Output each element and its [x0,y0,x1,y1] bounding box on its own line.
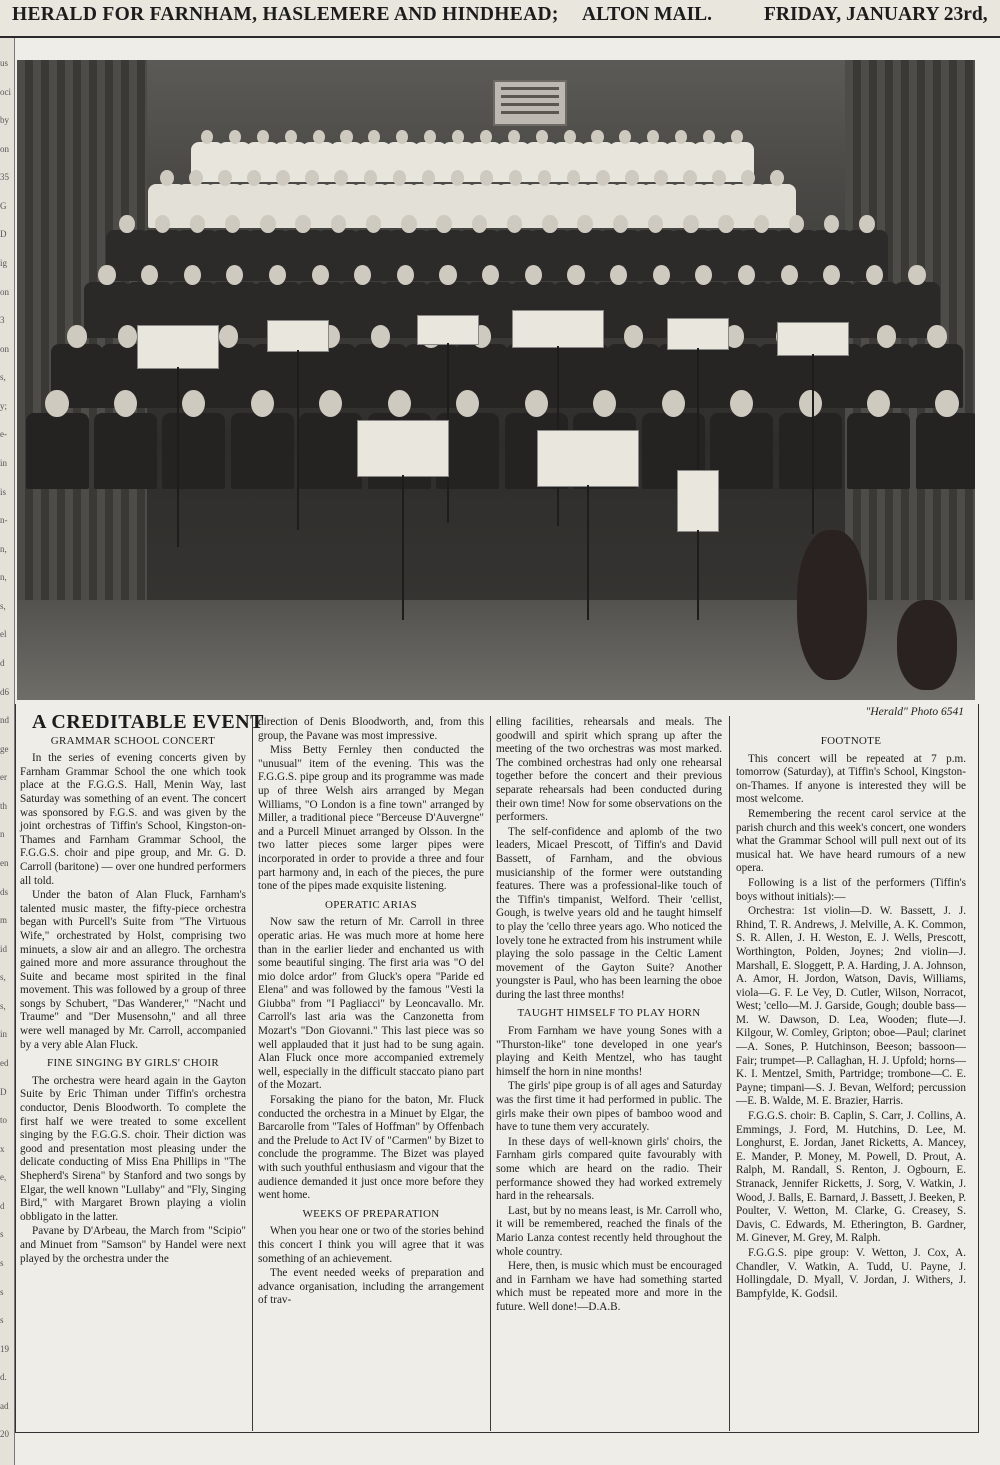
margin-text-fragment: 19 [0,1344,9,1354]
cello-instrument [897,600,957,690]
performer-head [625,170,639,186]
performer-head [184,265,201,285]
margin-text-fragment: n, [0,544,7,554]
article-column-1 [20,711,265,1267]
article-paragraph: The event needed weeks of preparation and advance organisation, including the arrangement of trav- [258,1267,484,1307]
margin-text-fragment: y; [0,401,8,411]
margin-text-fragment: el [0,629,7,639]
article-paragraph: The self-confidence and aplomb of the two leaders, Micael Prescott, of Tiffin's and David Bassett, of Farnham, and the obvious musicianship of the former were outstanding features. There was a professional-like touch of the Tiffin's timpanist, Welford. Their 'cellist, Gough, is twelve years old and he taught himself to play the 'cello three years ago. Who noticed the lovely tone he extracted from his instrument while playing the solo passage in the Celtic Lament movement of the Gayton Suite? Another youngster is Paul, who has been learning the oboe during the last three months! [496,825,722,1001]
article-paragraph: Remembering the recent carol service at the parish church and this week's concert, one wonders what the Grammar School will pull next out of its musical hat. We have heard rumours of a new opera. [736,807,966,875]
article-column-4 [736,735,966,1302]
article-paragraph: F.G.G.S. pipe group: V. Wetton, J. Cox, A. Chandler, V. Watkin, A. Tudd, U. Payne, J. Hollingdale, D. Myall, V. Jordan, J. Withers, J. Bampfylde, K. Godsil. [736,1246,966,1300]
performer-figure [405,344,458,407]
performer-head [160,170,174,186]
performer-head [247,170,261,186]
masthead [0,0,1000,38]
margin-text-fragment: e, [0,1172,7,1182]
performer-head [119,215,134,233]
performer-head [114,390,137,417]
margin-text-fragment: n- [0,515,8,525]
music-stand-pole [587,485,589,620]
performer-head [577,215,592,233]
margin-text-fragment: e- [0,429,7,439]
performer-head [799,390,822,417]
performer-figure [299,413,362,489]
margin-text-fragment: by [0,115,9,125]
performer-head [393,170,407,186]
article-paragraph: Following is a list of the performers (Tiffin's boys without initials):— [736,876,966,903]
section-heading: WEEKS OF PREPARATION [302,1207,440,1220]
music-stand-sheet [137,325,219,369]
margin-text-fragment: n [0,829,5,839]
edition-name: ALTON MAIL. [582,4,713,25]
column-rule [252,716,253,1431]
section-heading: TAUGHT HIMSELF TO PLAY HORN [517,1007,701,1020]
margin-text-fragment: s, [0,372,6,382]
article-paragraph: In these days of well-known girls' choirs, the Farnham girls compared quite favourably with some which are heard on the radio. Their performance showed they had worked extremely hard in the rehearsals. [496,1135,722,1203]
performer-head [654,170,668,186]
margin-text-fragment: s, [0,601,6,611]
margin-text-fragment: s [0,1258,4,1268]
adjacent-column-fragment [0,38,15,1465]
performer-head [340,130,352,144]
performer-head [683,215,698,233]
performer-head [859,215,874,233]
margin-text-fragment: s [0,1315,4,1325]
margin-text-fragment: d [0,658,5,668]
performer-head [564,130,576,144]
performer-head [866,265,883,285]
music-stand-sheet [777,322,849,356]
margin-text-fragment: d. [0,1372,7,1382]
performer-head [45,390,68,417]
margin-text-fragment: 35 [0,172,9,182]
margin-text-fragment: ig [0,258,8,268]
margin-text-fragment: D [0,1087,7,1097]
performer-head [251,390,274,417]
performer-head [927,325,946,348]
performer-head [908,265,925,285]
performer-head [371,325,390,348]
performer-head [260,215,275,233]
margin-text-fragment: er [0,772,7,782]
performer-head [439,265,456,285]
performer-figure [847,413,910,489]
performer-head [613,215,628,233]
article-paragraph: In the series of evening concerts given by Farnham Grammar School the one which took place at the F.G.G.S. Hall, Menin Way, last Saturday was something of an event. The concert was sponsored by F.G.S. and was given by the joint orchestras of Tiffin's School, Kingston-on-Thames and Farnham Grammar School, the F.G.G.S. choir and pipe group, and Mr. G. D. Carroll (baritone) — over one hundred performers all told. [20,752,246,887]
margin-text-fragment: ds [0,887,9,897]
margin-text-fragment: 20 [0,1429,9,1439]
article-paragraph: elling facilities, rehearsals and meals. The goodwill and spirit which sprang up after the meeting of the two orchestras was most marked. The combined orchestras had only one rehearsal together before the concert and their previous separate rehearsals had been conducted during their own time! Now for some observations on the performers. [496,716,722,824]
music-stand-sheet [677,470,719,532]
performer-head [67,325,86,348]
performer-figure [162,413,225,489]
section-heading: OPERATIC ARIAS [325,898,417,911]
performer-head [754,215,769,233]
performer-head [683,170,697,186]
column-rule [490,716,491,1431]
paragraph-group [20,752,246,1052]
article-paragraph: Last, but by no means least, is Mr. Carroll who, it will be remembered, reached the finals of the Mario Lanza contest recently held throughout the whole country. [496,1204,722,1258]
article-column-2 [258,716,484,1309]
margin-text-fragment: on [0,344,9,354]
performer-head [591,130,603,144]
margin-text-fragment: us [0,58,9,68]
margin-text-fragment: D [0,229,7,239]
performer-head [436,215,451,233]
performer-head [295,215,310,233]
paragraph-group [736,753,966,1302]
performer-head [118,325,137,348]
paper-title: HERALD FOR FARNHAM, HASLEMERE AND HINDHEAD; [12,4,559,25]
performer-head [364,170,378,186]
wall-plaque [493,80,567,126]
article-paragraph: Forsaking the piano for the baton, Mr. Fluck conducted the orchestra in a Minuet by Elgar, the Barcarolle from "Tales of Hoffman" by Offenbach and the Prelude to Act IV of "Carmen" by Bizet to conclude the programme. The Bizet was played with such youthful enthusiasm and vigour that the audience demanded it just once more before they went home. [258,1094,484,1202]
music-stand-pole [177,367,179,547]
margin-text-fragment: n, [0,572,7,582]
margin-text-fragment: in [0,1029,8,1039]
paragraph-group [258,1225,484,1308]
performer-head [257,130,269,144]
performer-head [312,265,329,285]
performer-head [567,265,584,285]
article-paragraph: When you hear one or two of the stories behind this concert I think you will agree that it was something of an achievement. [258,1225,484,1265]
margin-text-fragment: ed [0,1058,9,1068]
paragraph-group [496,716,722,1002]
paragraph-group [258,716,484,894]
margin-text-fragment: to [0,1115,8,1125]
article-paragraph: Now saw the return of Mr. Carroll in three operatic arias. He was much more at home here than in the earlier lieder and enchanted us with some beautiful singing. The first aria was "O del mio dolce ardor" from Gluck's opera "Paride ed Elena" and was followed by the famous "Vesti la Giubba" from "I Pagliacci" by Leoncavallo. Mr. Carroll's last aria was the Canzonetta from Mozart's "Don Giovanni." This last piece was so well applauded that it just had to be sung again. Alan Fluck once more accompanied extremely well, especially in the difficult staccato piano part of the Mozart. [258,916,484,1092]
performer-head [525,390,548,417]
performer-head [525,265,542,285]
article-paragraph: Miss Betty Fernley then conducted the "unusual" item of the evening. This was the F.G.G.S. pipe group and its programme was made up of three Welsh airs arranged by Megan Williams, "O London is a fine town" arranged by Miller, a traditional piece "Berceuse D'Auvergne" and a Purcell Minuet arranged by Olsson. In the two latter pieces some larger pipes were incorporated in order to provide a three and four part harmony and, in each of the pieces, the pure tone of the pipes made exquisite listening. [258,744,484,893]
article-paragraph: Orchestra: 1st violin—D. W. Bassett, J. J. Rhind, T. R. Andrews, J. Melville, A. K. Common, S. R. Allen, J. H. Weston, E. J. Wells, Prescott, Worthington, Polden, Joynes; 2nd violin—J. Marshall, E. Sloggett, P. A. Harding, J. A. Johnson, A. Amor, H. Jordon, Watson, Davis, Williams, viola—G. F. Le Vey, D. Cutler, Wilson, Norracot, West; 'cello—M. J. Garside, Gough; double bass—M. W. Dawson, D. Lea, Wooden; flute—J. Kilgour, W. Comley, Gripton; oboe—Paul; clarinet—A. Sones, P. Hutchinson, Beeson; bassoon—Fair; trumpet—P. Callaghan, H. J. Upfold; horns—K. I. Mentzel, Smith, Partridge; trombone—C. E. Payne; timpani—S. J. Bevan, Welford; percussion—E. B. Walde, M. E. Brazier, Harris. [736,905,966,1108]
margin-text-fragment: 3 [0,315,5,325]
performer-head [712,170,726,186]
column-rule [729,716,730,1431]
article-column-3 [496,716,722,1316]
photo-credit: "Herald" Photo 6541 [865,706,964,718]
margin-text-fragment: ge [0,744,9,754]
margin-text-fragment: ad [0,1401,9,1411]
margin-text-fragment: G [0,201,7,211]
margin-text-fragment: id [0,944,8,954]
performer-head [276,170,290,186]
performer-figure [26,413,89,489]
performer-head [98,265,115,285]
performer-head [218,170,232,186]
performer-head [472,215,487,233]
music-stand-pole [812,354,814,534]
margin-text-fragment: s, [0,1001,6,1011]
article-paragraph: From Farnham we have young Sones with a "Thurston-like" tone developed in one year's playing and Keith Mentzel, who has taught himself the horn in nine months! [496,1025,722,1078]
margin-text-fragment: s [0,1287,4,1297]
article-paragraph: direction of Denis Bloodworth, and, from this group, the Pavane was most impressive. [258,716,484,742]
music-stand-sheet [537,430,639,487]
music-stand-sheet [267,320,329,352]
music-stand-sheet [667,318,729,350]
performer-head [508,130,520,144]
performer-head [388,390,411,417]
music-stand-sheet [357,420,449,477]
performer-head [189,170,203,186]
article-paragraph: F.G.G.S. choir: B. Caplin, S. Carr, J. Collins, A. Emmings, J. Ford, M. Hutchins, D. Lee, M. Longhurst, E. Jordan, Janet Ricketts, A. Mancey, E. Mander, P. Money, M. Powell, D. Prout, A. Ralph, M. Randall, S. Renton, J. Ogbourn, E. Stranack, Jennifer Ricketts, J. Sorg, V. Watkin, J. Wood, J. Balls, E. Barnard, J. Bassett, J. Beeken, P. Poulter, V. Wetton, M. Clarke, G. Creasey, S. Davis, C. Edwards, M. Etherington, B. Gardner, M. Ginever, M. Grey, M. Ralph. [736,1110,966,1245]
paragraph-group [20,1075,246,1266]
article-paragraph: The orchestra were heard again in the Gayton Suite by Eric Thiman under Tiffin's orchestra conductor, Denis Bloodworth. To complete the first half we were treated to some excellent singing by the F.G.G.S. choir. Their diction was good and presentation most pleasing under the delicate conducting of Miss Ena Phillips in "The Shepherd's Sirena" by Stanford and two songs by Elgar, the well known "Lullaby" and "Fly, Singing Bird," with Margaret Brown playing a violin obbligato in the latter. [20,1074,246,1223]
performer-head [770,170,784,186]
performer-head [781,265,798,285]
margin-text-fragment: m [0,915,8,925]
paragraph-group [258,916,484,1202]
margin-text-fragment: on [0,287,9,297]
issue-date: FRIDAY, JANUARY 23rd, [764,4,988,25]
performer-figure [94,413,157,489]
margin-text-fragment: th [0,801,8,811]
paragraph-group [496,1025,722,1314]
performer-head [305,170,319,186]
music-stand-sheet [417,315,479,345]
performer-head [877,325,896,348]
margin-text-fragment: s, [0,972,6,982]
performer-head [313,130,325,144]
article-paragraph: Here, then, is music which must be encouraged and in Farnham we have had something started which must be repeated more and more in the future. Well done!—D.A.B. [496,1260,722,1313]
cello-instrument [797,530,867,680]
section-heading: FINE SINGING BY GIRLS' CHOIR [47,1057,219,1070]
article-paragraph: The girls' pipe group is of all ages and Saturday was the first time it had performed in public. The girls make their own pipes of bamboo wood and have to tune them very accurately. [496,1080,722,1134]
performer-figure [710,413,773,489]
performer-head [653,265,670,285]
margin-text-fragment: oci [0,87,11,97]
margin-text-fragment: in [0,458,8,468]
article-subhead: GRAMMAR SCHOOL CONCERT [50,734,216,747]
performer-head [542,215,557,233]
performer-head [741,170,755,186]
margin-text-fragment: is [0,487,7,497]
margin-text-fragment: s [0,1229,4,1239]
performer-head [285,130,297,144]
group-photograph [17,60,975,700]
margin-text-fragment: d [0,1201,5,1211]
performer-head [718,215,733,233]
performer-head [935,390,958,417]
music-stand-sheet [512,310,604,348]
margin-text-fragment: en [0,858,9,868]
performer-head [662,390,685,417]
performer-head [401,215,416,233]
performer-head [155,215,170,233]
margin-text-fragment: x [0,1144,5,1154]
music-stand-pole [402,475,404,620]
performer-figure [231,413,294,489]
performer-figure [779,413,842,489]
article-paragraph: This concert will be repeated at 7 p.m. tomorrow (Saturday), at Tiffin's School, Kingston-on-Thames. If anyone is interested they will be most welcome. [736,752,966,806]
margin-text-fragment: d6 [0,687,9,697]
performer-figure [916,413,976,489]
performer-head [536,130,548,144]
performer-head [596,170,610,186]
section-heading: FOOTNOTE [820,735,882,747]
performer-head [624,325,643,348]
margin-text-fragment: on [0,144,9,154]
music-stand-pole [697,530,699,620]
article-headline: A CREDITABLE EVENT [32,711,265,733]
music-stand-pole [297,350,299,530]
margin-text-fragment: nd [0,715,9,725]
article-paragraph: Pavane by D'Arbeau, the March from "Scipio" and Minuet from "Samson" by Handel were next played by the orchestra under the [20,1225,246,1265]
article-paragraph: Under the baton of Alan Fluck, Farnham's talented music master, the fifty-piece orchestra began with Purcell's Suite from "The Virtuous Wife," orchestrated by Holst, comprising two minuets, a slow air and an allegro. The orchestra gained more and more assurance throughout the Suite and became most spirited in the final movement. This was followed by a group of three songs by Schubert, "Das Wanderer," "Nacht und Traume" and "Der Musensohn," and all three were well managed by Mr. Carroll, accompanied by a very able Alan Fluck. [20,889,246,1051]
